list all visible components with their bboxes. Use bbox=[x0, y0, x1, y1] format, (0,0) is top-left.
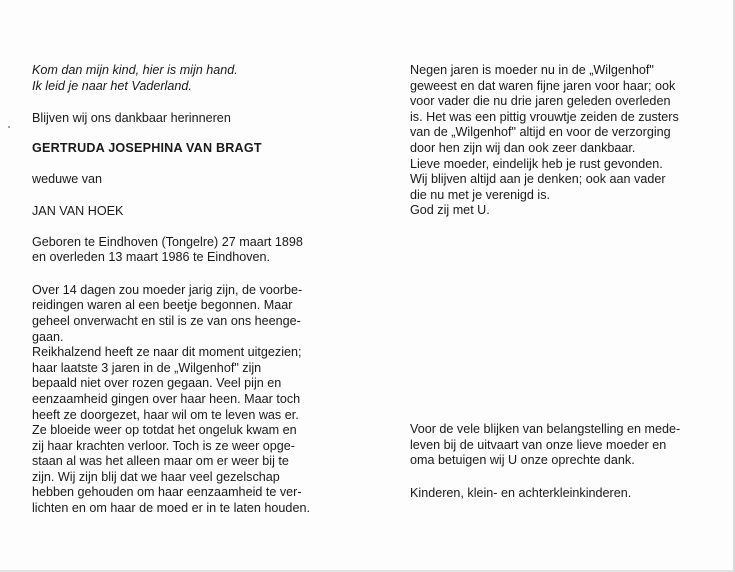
story-line: God zij met U. bbox=[410, 203, 490, 218]
story-line: Ze bloeide weer op totdat het ongeluk kwam en bbox=[32, 423, 297, 438]
story-line: reidingen waren al een beetje begonnen. Maar bbox=[32, 298, 293, 313]
story-line: lichten en om haar de moed er in te laten houden. bbox=[32, 501, 310, 516]
info-line: en overleden 13 maart 1986 te Eindhoven. bbox=[32, 250, 271, 265]
family-signature: Kinderen, klein- en achterkleinkinderen. bbox=[410, 485, 632, 500]
thanks-line: Voor de vele blijken van belangstelling en mede- bbox=[410, 422, 681, 436]
story-paragraph-2 bbox=[32, 345, 334, 517]
left-page bbox=[32, 63, 334, 517]
deceased-name: GERTRUDA JOSEPHINA VAN BRAGT bbox=[32, 140, 262, 155]
story-line: die nu met je verenigd is. bbox=[410, 187, 551, 202]
thanks-line: oma betuigen wij U onze oprechte dank. bbox=[410, 453, 635, 468]
story-line: Over 14 dagen zou moeder jarig zijn, de voorbe- bbox=[32, 282, 303, 297]
margin-dot bbox=[8, 126, 10, 128]
story-line: door hen zijn wij dan ook zeer dankbaar. bbox=[410, 140, 636, 155]
story-line: voor vader die nu drie jaren geleden overleden bbox=[410, 94, 671, 109]
acknowledgement bbox=[410, 422, 712, 501]
story-line: Wij blijven altijd aan je denken; ook aan vader bbox=[410, 172, 666, 187]
story-line: bepaald niet over rozen gegaan. Veel pijn en bbox=[32, 376, 282, 391]
story-line: Reikhalzend heeft ze naar dit moment uitgezien; bbox=[32, 345, 302, 360]
poem bbox=[32, 63, 334, 94]
story-line: is. Het was een pittig vrouwtje zeiden de zusters bbox=[410, 109, 679, 124]
story-line: Lieve moeder, eindelijk heb je rust gevonden. bbox=[410, 156, 663, 171]
story-paragraph-1 bbox=[32, 283, 334, 345]
husband-name: JAN VAN HOEK bbox=[32, 203, 124, 218]
story-line: haar laatste 3 jaren in de „Wilgenhof" zijn bbox=[32, 360, 262, 375]
story-line: staan al was het alleen maar om er weer bij te bbox=[32, 454, 289, 469]
story-line: van de „Wilgenhof" altijd en voor de verzorging bbox=[410, 125, 671, 140]
poem-line: Ik leid je naar het Vaderland. bbox=[32, 78, 192, 93]
story-paragraph-3 bbox=[410, 63, 712, 219]
story-line: zij haar krachten verloor. Toch is ze weer opge- bbox=[32, 438, 295, 453]
poem-line: Kom dan mijn kind, hier is mijn hand. bbox=[32, 63, 238, 77]
right-page bbox=[410, 63, 712, 219]
birth-death-info bbox=[32, 235, 334, 266]
story-line: eenzaamheid gingen over haar heen. Maar toch bbox=[32, 391, 301, 406]
story-line: Negen jaren is moeder nu in de „Wilgenhof" bbox=[410, 63, 654, 77]
story-line: gaan. bbox=[32, 329, 64, 344]
story-line: geweest en dat waren fijne jaren voor haar; ook bbox=[410, 78, 676, 93]
widow-of-label: weduwe van bbox=[32, 172, 103, 187]
story-line: zijn. Wij zijn blij dat we haar veel gezelschap bbox=[32, 469, 280, 484]
story-line: geheel onverwacht en stil is ze van ons heenge- bbox=[32, 313, 301, 328]
story-line: heeft ze doorgezet, haar wil om te leven was er. bbox=[32, 407, 299, 422]
story-line: hebben gehouden om haar eenzaamheid te ver- bbox=[32, 485, 302, 500]
remember-line: Blijven wij ons dankbaar herinneren bbox=[32, 111, 231, 126]
info-line: Geboren te Eindhoven (Tongelre) 27 maart 1898 bbox=[32, 234, 303, 249]
thanks-line: leven bij de uitvaart van onze lieve moeder en bbox=[410, 437, 667, 452]
